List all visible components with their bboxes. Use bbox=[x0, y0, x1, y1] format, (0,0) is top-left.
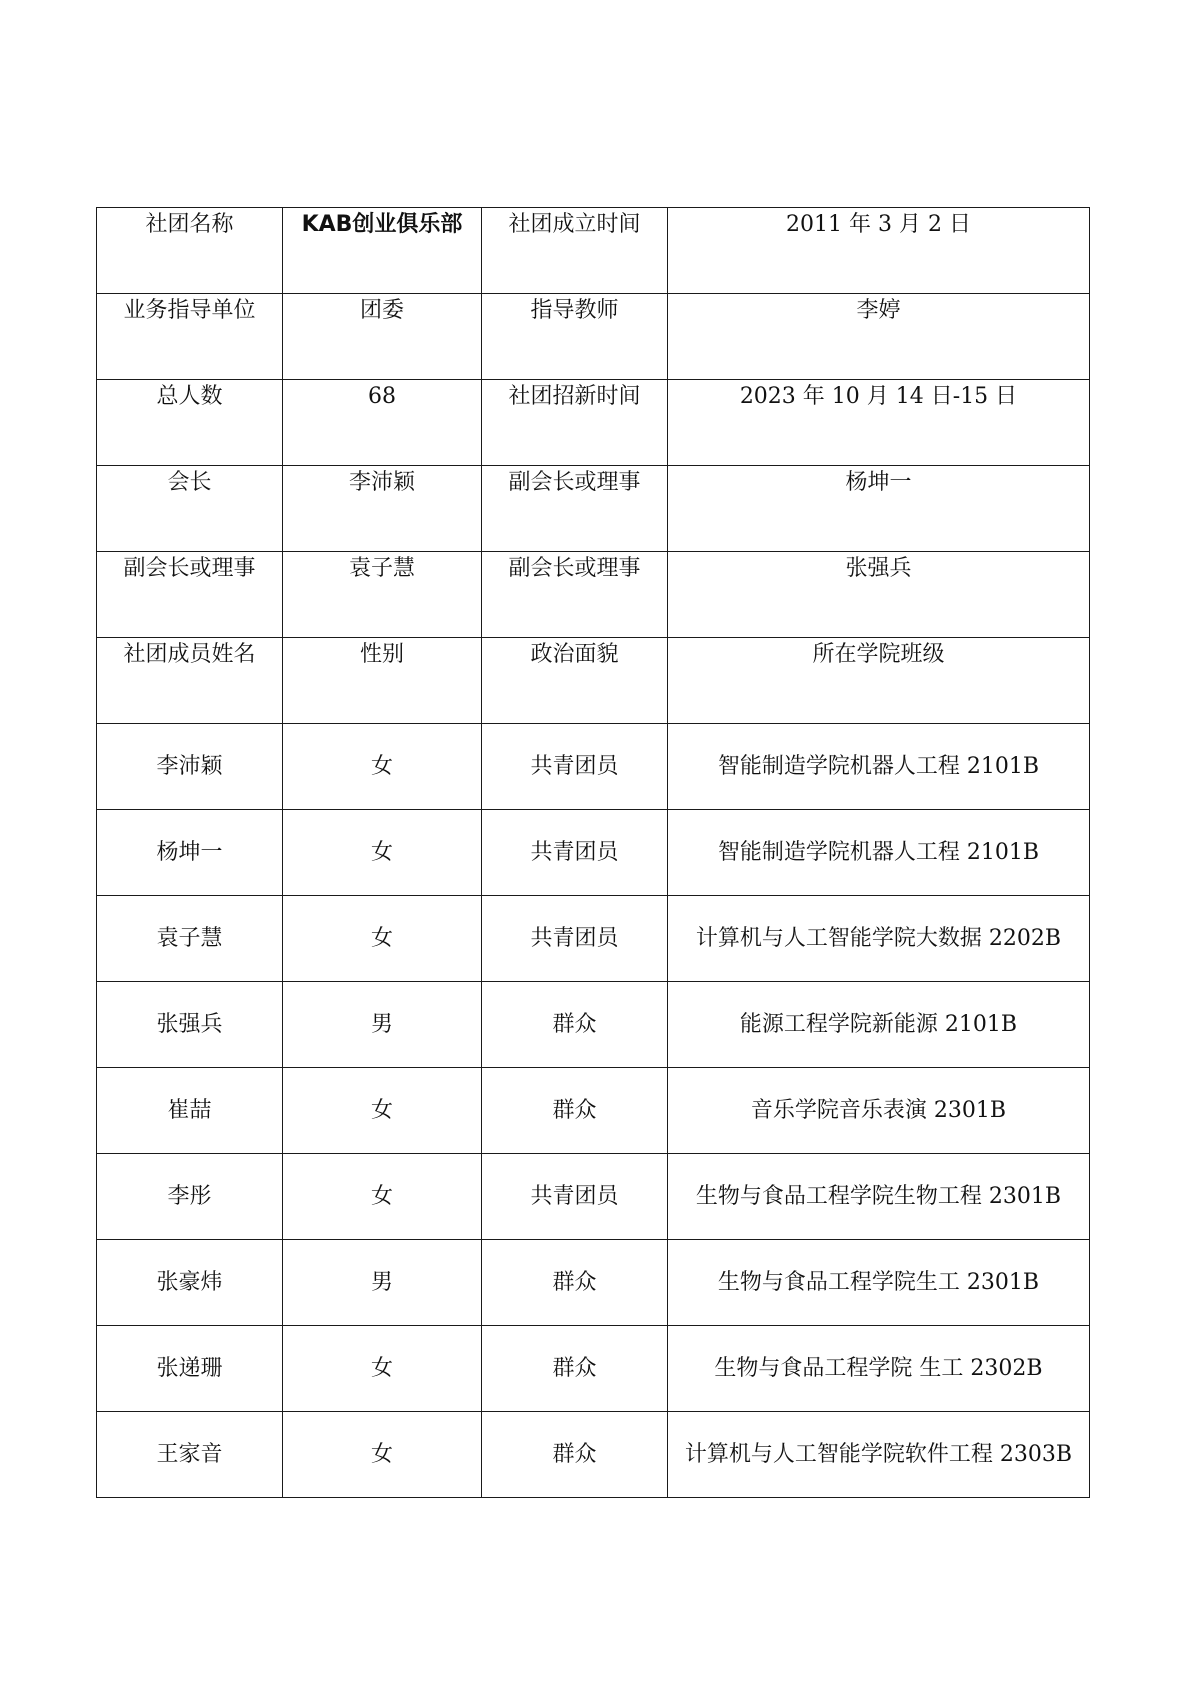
member-name: 李彤 bbox=[97, 1154, 283, 1240]
member-name: 李沛颖 bbox=[97, 724, 283, 810]
member-name: 张豪炜 bbox=[97, 1240, 283, 1326]
member-row bbox=[97, 810, 1090, 896]
member-name: 袁子慧 bbox=[97, 896, 283, 982]
member-row bbox=[97, 1412, 1090, 1498]
member-gender: 男 bbox=[283, 982, 482, 1068]
info-row-total bbox=[97, 380, 1090, 466]
member-college-class: 能源工程学院新能源 2101B bbox=[668, 982, 1090, 1068]
label-cell: 指导教师 bbox=[482, 294, 668, 380]
label-cell: 业务指导单位 bbox=[97, 294, 283, 380]
member-gender: 女 bbox=[283, 1068, 482, 1154]
header-gender: 性别 bbox=[283, 638, 482, 724]
member-gender: 男 bbox=[283, 1240, 482, 1326]
member-political: 共青团员 bbox=[482, 1154, 668, 1240]
label-cell: 社团成立时间 bbox=[482, 208, 668, 294]
advisor-cell: 李婷 bbox=[668, 294, 1090, 380]
member-political: 群众 bbox=[482, 1412, 668, 1498]
member-row bbox=[97, 1154, 1090, 1240]
member-college-class: 计算机与人工智能学院大数据 2202B bbox=[668, 896, 1090, 982]
label-cell: 会长 bbox=[97, 466, 283, 552]
vice-president-cell: 张强兵 bbox=[668, 552, 1090, 638]
member-college-class: 智能制造学院机器人工程 2101B bbox=[668, 724, 1090, 810]
info-row-vice-president bbox=[97, 552, 1090, 638]
member-gender: 女 bbox=[283, 1326, 482, 1412]
member-gender: 女 bbox=[283, 810, 482, 896]
member-political: 群众 bbox=[482, 982, 668, 1068]
members-header-row bbox=[97, 638, 1090, 724]
member-name: 崔喆 bbox=[97, 1068, 283, 1154]
member-name: 王家音 bbox=[97, 1412, 283, 1498]
member-row bbox=[97, 1240, 1090, 1326]
label-cell: 副会长或理事 bbox=[482, 552, 668, 638]
member-gender: 女 bbox=[283, 724, 482, 810]
member-college-class: 智能制造学院机器人工程 2101B bbox=[668, 810, 1090, 896]
member-college-class: 计算机与人工智能学院软件工程 2303B bbox=[668, 1412, 1090, 1498]
label-cell: 社团招新时间 bbox=[482, 380, 668, 466]
header-political: 政治面貌 bbox=[482, 638, 668, 724]
total-members-cell: 68 bbox=[283, 380, 482, 466]
member-political: 群众 bbox=[482, 1326, 668, 1412]
header-college-class: 所在学院班级 bbox=[668, 638, 1090, 724]
member-row bbox=[97, 982, 1090, 1068]
info-row-supervisor bbox=[97, 294, 1090, 380]
supervising-unit-cell: 团委 bbox=[283, 294, 482, 380]
label-cell: 副会长或理事 bbox=[97, 552, 283, 638]
member-political: 共青团员 bbox=[482, 896, 668, 982]
recruitment-date-cell: 2023 年 10 月 14 日-15 日 bbox=[668, 380, 1090, 466]
info-row-president bbox=[97, 466, 1090, 552]
club-roster-table bbox=[96, 207, 1090, 1498]
info-row-club-name bbox=[97, 208, 1090, 294]
member-political: 群众 bbox=[482, 1240, 668, 1326]
member-political: 共青团员 bbox=[482, 724, 668, 810]
club-name-cell: KAB创业俱乐部 bbox=[283, 208, 482, 294]
president-cell: 李沛颖 bbox=[283, 466, 482, 552]
member-college-class: 生物与食品工程学院 生工 2302B bbox=[668, 1326, 1090, 1412]
member-gender: 女 bbox=[283, 1154, 482, 1240]
member-college-class: 生物与食品工程学院生工 2301B bbox=[668, 1240, 1090, 1326]
member-political: 共青团员 bbox=[482, 810, 668, 896]
member-row bbox=[97, 1326, 1090, 1412]
vice-president-cell: 杨坤一 bbox=[668, 466, 1090, 552]
label-cell: 副会长或理事 bbox=[482, 466, 668, 552]
member-college-class: 生物与食品工程学院生物工程 2301B bbox=[668, 1154, 1090, 1240]
member-name: 张强兵 bbox=[97, 982, 283, 1068]
member-name: 张递珊 bbox=[97, 1326, 283, 1412]
member-name: 杨坤一 bbox=[97, 810, 283, 896]
header-name: 社团成员姓名 bbox=[97, 638, 283, 724]
member-gender: 女 bbox=[283, 1412, 482, 1498]
label-cell: 社团名称 bbox=[97, 208, 283, 294]
member-gender: 女 bbox=[283, 896, 482, 982]
member-political: 群众 bbox=[482, 1068, 668, 1154]
member-row bbox=[97, 896, 1090, 982]
member-college-class: 音乐学院音乐表演 2301B bbox=[668, 1068, 1090, 1154]
member-row bbox=[97, 1068, 1090, 1154]
vice-president-cell: 袁子慧 bbox=[283, 552, 482, 638]
member-row bbox=[97, 724, 1090, 810]
founding-date-cell: 2011 年 3 月 2 日 bbox=[668, 208, 1090, 294]
label-cell: 总人数 bbox=[97, 380, 283, 466]
